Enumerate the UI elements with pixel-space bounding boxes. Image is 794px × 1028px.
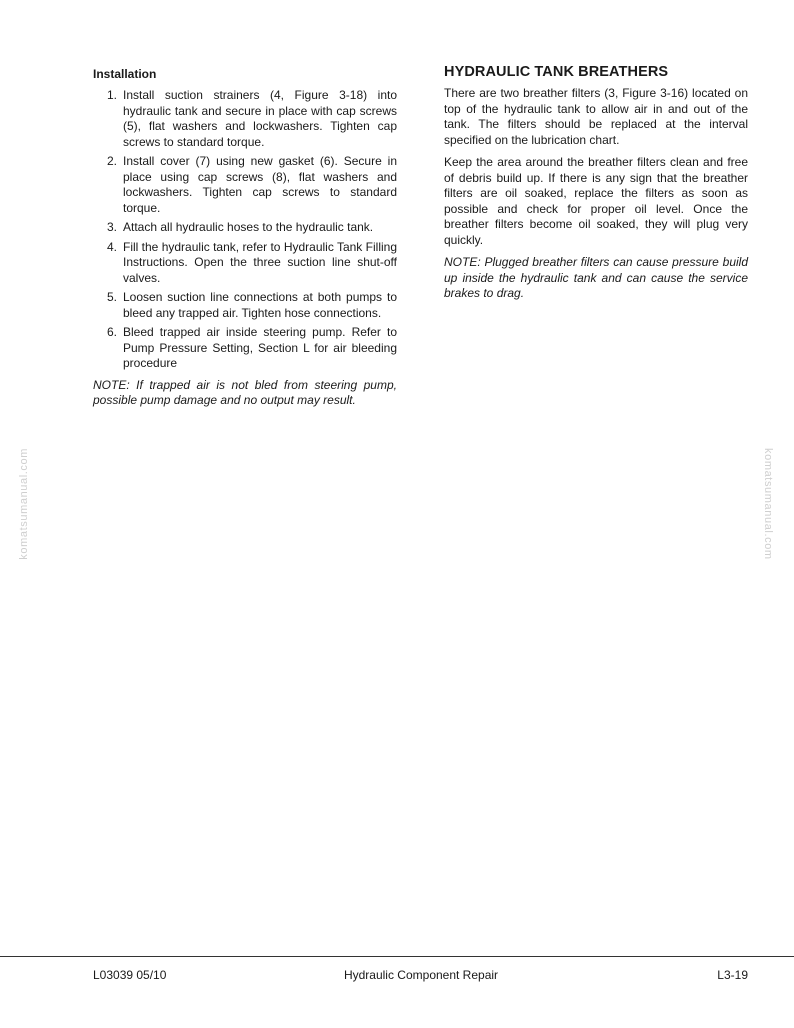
step-number: 4. (107, 239, 118, 254)
section-title-breathers: HYDRAULIC TANK BREATHERS (444, 64, 669, 80)
list-item (93, 88, 397, 150)
footer-page-number: L3-19 (717, 968, 748, 982)
footer-divider (0, 956, 794, 957)
watermark-right: komatsumanual.com (762, 448, 774, 560)
step-number: 3. (107, 220, 118, 234)
installation-note: NOTE: If trapped air is not bled from steering pump, possible pump damage and no output may result. (93, 377, 397, 407)
breathers-paragraph-1: There are two breather filters (3, Figure 3-16) located on top of the hydraulic tank to allow air in and out of the tank. The filters should be replaced at the interval specified on the lubrication chart. (444, 86, 748, 147)
installation-steps-list (93, 88, 397, 372)
step-text: Attach all hydraulic hoses to the hydraulic tank. (123, 220, 374, 234)
step-text: Fill the hydraulic tank, refer to Hydraulic Tank Filling Instructions. Open the three suction line shut-off valves. (123, 239, 397, 285)
step-text: Bleed trapped air inside steering pump. Refer to Pump Pressure Setting, Section L for air bleeding procedure (123, 325, 397, 370)
left-column (93, 62, 397, 409)
step-text: Loosen suction line connections at both pumps to bleed any trapped air. Tighten hose connections. (123, 290, 397, 320)
installation-subheading: Installation (93, 67, 157, 81)
list-item (93, 290, 397, 321)
breathers-paragraph-2: Keep the area around the breather filters clean and free of debris build up. If there is any sign that the breather filters are oil soaked, replace the filters as soon as possible and check for proper oil level. Once the breather filters become oil soaked, they will plug very quickly. (444, 155, 748, 247)
list-item (93, 240, 397, 287)
step-number: 1. (107, 88, 118, 102)
breathers-note: NOTE: Plugged breather filters can cause pressure build up inside the hydraulic tank and can cause the service brakes to drag. (444, 255, 748, 300)
step-text: Install suction strainers (4, Figure 3-18) into hydraulic tank and secure in place with cap screws (5), flat washers and lockwashers. Tighten cap screws to standard torque. (123, 88, 397, 149)
step-number: 6. (107, 325, 118, 339)
footer-section-title: Hydraulic Component Repair (343, 968, 499, 982)
step-number: 2. (107, 154, 118, 168)
step-number: 5. (107, 290, 118, 304)
step-text: Install cover (7) using new gasket (6). Secure in place using cap screws (8), flat washers and lockwashers. Tighten cap screws to standard torque. (123, 154, 397, 215)
right-column (444, 62, 748, 302)
list-item (93, 220, 397, 236)
list-item (93, 154, 397, 216)
footer-doc-id: L03039 05/10 (93, 968, 167, 982)
list-item (93, 325, 397, 372)
watermark-left: komatsumanual.com (18, 448, 30, 560)
